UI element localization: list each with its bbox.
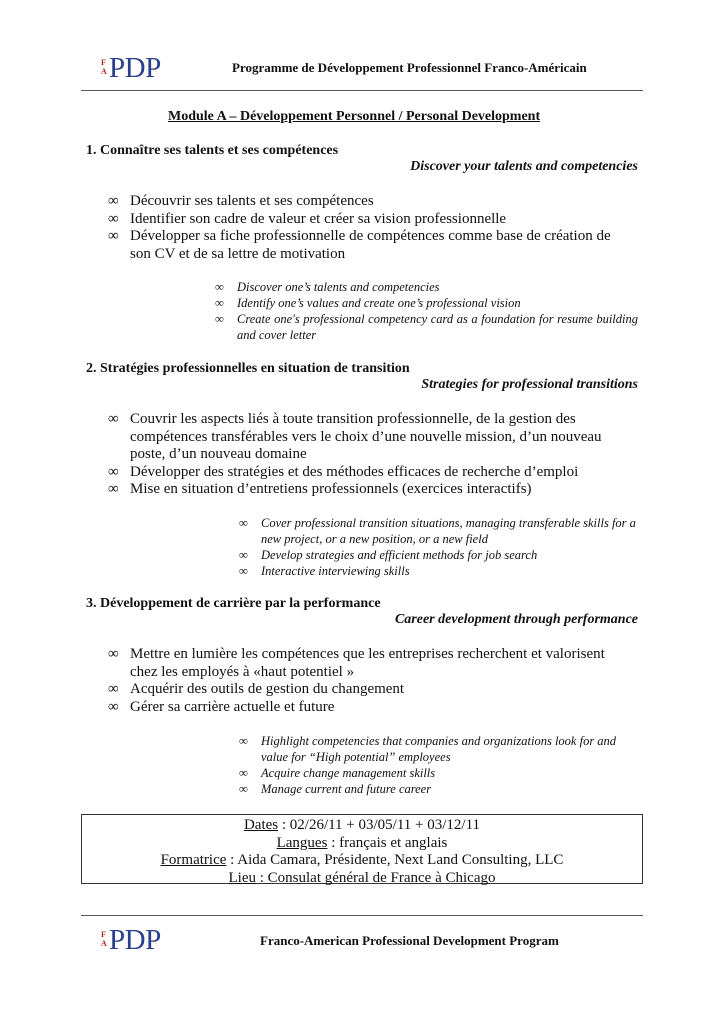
infinity-bullet-icon: ∞	[239, 766, 248, 780]
lieu-line	[82, 870, 642, 888]
list-item: ∞ Cover professional transition situations, managing transferable skills for a new project, or a new position, or a new field	[239, 516, 636, 546]
dates-line	[82, 817, 642, 835]
footer-divider	[81, 915, 643, 916]
langues-line	[82, 835, 642, 853]
formatrice-line	[82, 852, 642, 870]
section-2-list-en	[239, 515, 639, 579]
list-item: ∞ Développer des stratégies et des méthodes efficaces de recherche d’emploi	[108, 463, 579, 480]
list-item: ∞ Acquérir des outils de gestion du changement	[108, 681, 405, 697]
list-item: ∞ Interactive interviewing skills	[239, 564, 410, 578]
list-item: ∞ Identify one’s values and create one’s professional vision	[215, 296, 521, 310]
list-item: ∞ Create one's professional competency card as a foundation for resume building and cover letter	[215, 312, 638, 342]
infinity-bullet-icon: ∞	[108, 228, 119, 244]
info-box	[81, 814, 643, 884]
infinity-bullet-icon: ∞	[108, 681, 119, 697]
infinity-bullet-icon: ∞	[108, 481, 119, 497]
section-2-title-en: Strategies for professional transitions	[421, 377, 638, 392]
header-title: Programme de Développement Professionnel Franco-Américain	[232, 60, 587, 75]
list-item: ∞ Gérer sa carrière actuelle et future	[108, 698, 335, 715]
section-2-title-fr: 2. Stratégies professionnelles en situation de transition	[86, 361, 410, 376]
formatrice-value: : Aida Camara, Présidente, Next Land Consulting, LLC	[226, 852, 564, 868]
section-1-list-fr	[108, 193, 635, 263]
section-3-list-en	[239, 733, 629, 797]
logo-text: PDP	[109, 52, 161, 84]
list-item: ∞ Identifier son cadre de valeur et créer sa vision professionnelle	[108, 210, 507, 227]
module-title: Module A – Développement Personnel / Personal Development	[168, 109, 541, 124]
section-3-title-en: Career development through performance	[394, 612, 638, 627]
section-3-list-fr	[108, 646, 628, 716]
infinity-bullet-icon: ∞	[239, 782, 248, 796]
infinity-bullet-icon: ∞	[215, 296, 224, 310]
list-item: ∞ Développer sa fiche professionnelle de compétences comme base de création de son CV et de sa lettre de motivation	[108, 228, 611, 262]
formatrice-label: Formatrice	[160, 852, 227, 868]
list-item: ∞ Acquire change management skills	[239, 766, 436, 780]
infinity-bullet-icon: ∞	[108, 193, 119, 209]
langues-label: Langues	[276, 834, 328, 851]
footer-logo	[101, 924, 191, 958]
infinity-bullet-icon: ∞	[108, 411, 119, 427]
list-item: ∞ Develop strategies and efficient methods for job search	[239, 548, 538, 562]
list-item: ∞ Mise en situation d’entretiens professionnels (exercices interactifs)	[108, 481, 532, 497]
dates-label: Dates	[243, 817, 279, 833]
list-item: ∞ Mettre en lumière les compétences que les entreprises recherchent et valorisent chez les employés à «haut potentiel »	[108, 646, 605, 680]
infinity-bullet-icon: ∞	[108, 210, 119, 227]
infinity-bullet-icon: ∞	[239, 564, 248, 578]
section-2-list-fr	[108, 411, 628, 499]
infinity-bullet-icon: ∞	[108, 698, 119, 715]
logo-text: PDP	[109, 924, 161, 956]
header-divider	[81, 90, 643, 91]
list-item: ∞ Highlight competencies that companies and organizations look for and value for “High potential” employees	[239, 734, 617, 764]
infinity-bullet-icon: ∞	[239, 548, 248, 562]
section-1-title-en: Discover your talents and competencies	[410, 159, 638, 174]
header-logo	[101, 52, 191, 86]
section-3-title-fr: 3. Développement de carrière par la performance	[86, 596, 381, 611]
footer-title: Franco-American Professional Development Program	[260, 933, 559, 948]
list-item: ∞ Manage current and future career	[239, 782, 432, 796]
infinity-bullet-icon: ∞	[239, 734, 248, 748]
dates-value: : 02/26/11 + 03/05/11 + 03/12/11	[278, 817, 481, 833]
infinity-bullet-icon: ∞	[108, 646, 119, 662]
infinity-bullet-icon: ∞	[215, 312, 224, 326]
infinity-bullet-icon: ∞	[108, 463, 119, 480]
lieu-value: : Consulat général de France à Chicago	[255, 869, 496, 886]
lieu-label: Lieu	[228, 869, 256, 886]
section-1-title-fr: 1. Connaître ses talents et ses compétences	[86, 143, 339, 158]
infinity-bullet-icon: ∞	[239, 516, 248, 530]
langues-value: : français et anglais	[327, 834, 448, 851]
section-1-list-en	[215, 279, 638, 343]
list-item: ∞ Discover one’s talents and competencies	[215, 280, 440, 294]
infinity-bullet-icon: ∞	[215, 280, 224, 294]
list-item: ∞ Découvrir ses talents et ses compétences	[108, 193, 374, 209]
list-item: ∞ Couvrir les aspects liés à toute transition professionnelle, de la gestion des compétences transférables vers le choix d’une nouvelle mission, d’un nouveau poste, d’un nouveau domaine	[108, 411, 602, 462]
logo-fa-mark: F A	[101, 58, 107, 76]
logo-fa-mark: F A	[101, 930, 107, 948]
